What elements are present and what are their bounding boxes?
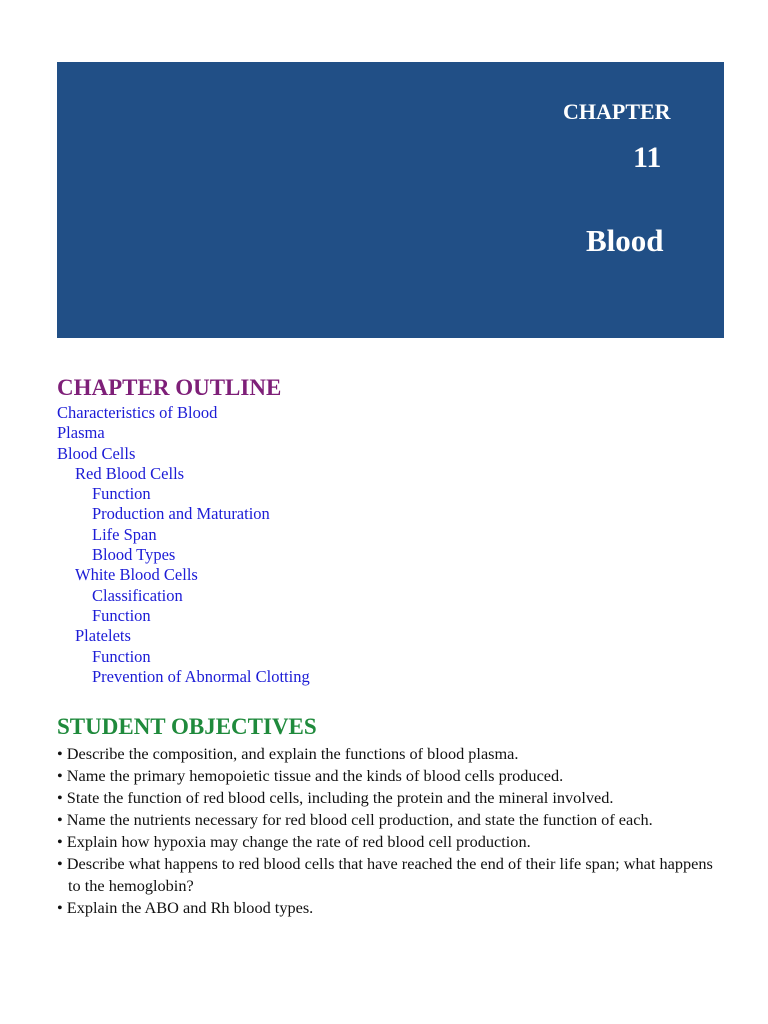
student-objectives-heading: STUDENT OBJECTIVES (57, 714, 317, 739)
chapter-title: Blood (586, 223, 664, 258)
chapter-label: CHAPTER (563, 99, 671, 124)
outline-link-blood-types[interactable]: Blood Types (92, 545, 176, 565)
outline-link-plasma[interactable]: Plasma (57, 423, 105, 443)
outline-link-blood-cells[interactable]: Blood Cells (57, 443, 136, 463)
objective-item: • Name the primary hemopoietic tissue and the kinds of blood cells produced. (57, 765, 727, 787)
outline-link-life-span[interactable]: Life Span (92, 524, 157, 544)
chapter-outline-heading: CHAPTER OUTLINE (57, 375, 282, 400)
outline-link-rbc-function[interactable]: Function (92, 484, 151, 504)
outline-link-characteristics-of-blood[interactable]: Characteristics of Blood (57, 403, 218, 422)
outline-link-red-blood-cells[interactable]: Red Blood Cells (75, 463, 185, 483)
objective-item: • Name the nutrients necessary for red blood cell production, and state the function of each. (57, 809, 727, 831)
chapter-number: 11 (633, 141, 662, 174)
student-objectives-list (57, 743, 727, 919)
outline-link-prevention-of-abnormal-clotting[interactable]: Prevention of Abnormal Clotting (92, 666, 310, 686)
chapter-banner (57, 62, 724, 338)
objective-item: • Explain the ABO and Rh blood types. (57, 897, 727, 919)
outline-link-white-blood-cells[interactable]: White Blood Cells (75, 565, 198, 585)
objective-item: • Describe the composition, and explain the functions of blood plasma. (57, 743, 727, 765)
outline-link-platelet-function[interactable]: Function (92, 646, 151, 666)
objective-item: • Describe what happens to red blood cells that have reached the end of their life span; what happens to the hemoglobin? (57, 853, 727, 897)
objective-item: • State the function of red blood cells, including the protein and the mineral involved. (57, 787, 727, 809)
outline-link-wbc-function[interactable]: Function (92, 605, 151, 625)
objective-item: • Explain how hypoxia may change the rate of red blood cell production. (57, 831, 727, 853)
outline-link-platelets[interactable]: Platelets (75, 626, 131, 646)
outline-link-classification[interactable]: Classification (92, 585, 183, 605)
outline-link-production-and-maturation[interactable]: Production and Maturation (92, 504, 270, 524)
chapter-outline-list (57, 403, 310, 687)
